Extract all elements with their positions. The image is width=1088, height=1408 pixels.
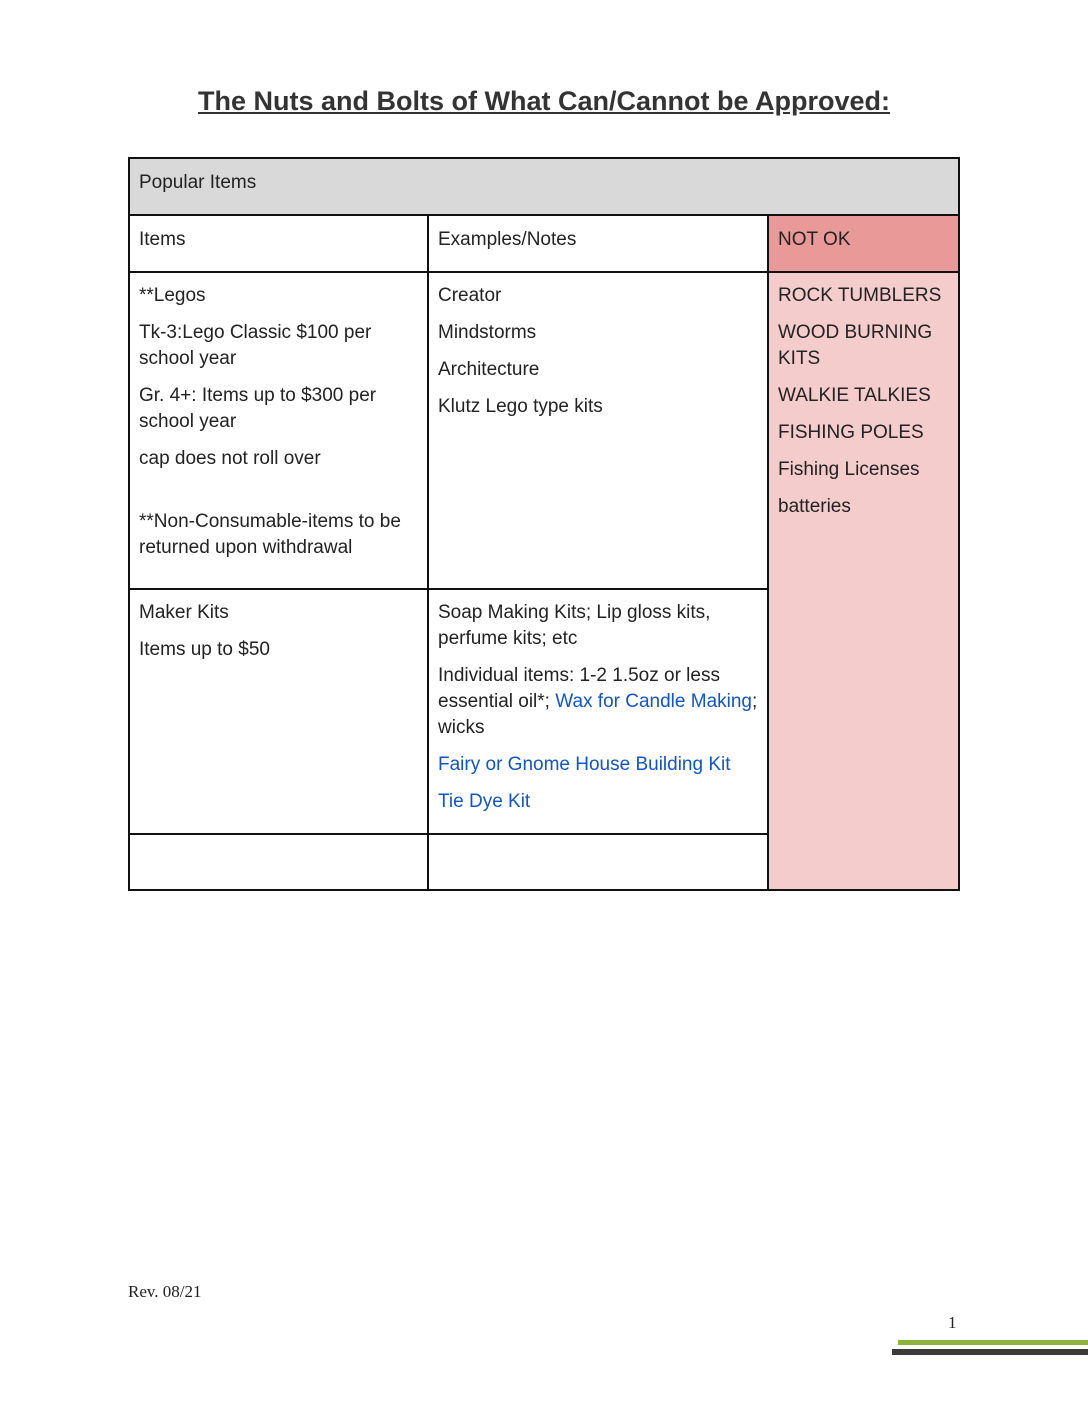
maker-kits-examples: Soap Making Kits; Lip gloss kits, perfume kits; etc	[438, 602, 711, 649]
not-ok-item: ROCK TUMBLERS	[778, 285, 942, 306]
empty-cell	[429, 835, 767, 889]
list-item: Architecture	[438, 359, 540, 380]
legos-cap-note: cap does not roll over	[139, 448, 321, 469]
approval-table	[128, 157, 960, 891]
not-ok-cell	[767, 273, 958, 889]
table-header-popular-items: Popular Items	[130, 159, 958, 216]
maker-kits-limit: Items up to $50	[139, 639, 270, 660]
maker-examples-cell	[429, 590, 767, 835]
tie-dye-kit-link[interactable]: Tie Dye Kit	[438, 791, 531, 812]
revision-label: Rev. 08/21	[128, 1282, 202, 1301]
footer-accent-bar	[898, 1340, 1088, 1345]
not-ok-item: Fishing Licenses	[778, 459, 920, 480]
page-number: 1	[948, 1313, 957, 1332]
legos-examples-cell	[429, 273, 767, 590]
not-ok-item: WALKIE TALKIES	[778, 385, 931, 406]
fairy-gnome-house-link[interactable]: Fairy or Gnome House Building Kit	[438, 754, 731, 775]
maker-individual-items	[438, 663, 758, 741]
legos-return-note: **Non-Consumable-items to be returned upon withdrawal	[139, 511, 401, 558]
list-item: Mindstorms	[438, 322, 537, 343]
legos-label: **Legos	[139, 285, 206, 306]
column-header-items: Items	[130, 216, 429, 273]
legos-gr4-limit: Gr. 4+: Items up to $300 per school year	[139, 385, 377, 432]
maker-items-cell	[130, 590, 429, 835]
list-item: Creator	[438, 285, 502, 306]
wicks-text: ; wicks	[438, 691, 758, 738]
individual-items-text: Individual items: 1-2 1.5oz or less essential oil*;	[438, 665, 720, 712]
not-ok-item: FISHING POLES	[778, 422, 924, 443]
maker-kits-label: Maker Kits	[139, 602, 229, 623]
column-header-examples: Examples/Notes	[429, 216, 767, 273]
page-title: The Nuts and Bolts of What Can/Cannot be Approved:	[198, 86, 890, 116]
wax-for-candle-making-link[interactable]: Wax for Candle Making	[555, 691, 752, 712]
list-item: Klutz Lego type kits	[438, 396, 603, 417]
legos-items-cell	[130, 273, 429, 590]
not-ok-item: WOOD BURNING KITS	[778, 322, 933, 369]
column-header-not-ok: NOT OK	[767, 216, 958, 273]
legos-tk3-limit: Tk-3:Lego Classic $100 per school year	[139, 322, 372, 369]
empty-cell	[130, 835, 429, 889]
not-ok-item: batteries	[778, 496, 851, 517]
footer-rule	[892, 1349, 1088, 1355]
